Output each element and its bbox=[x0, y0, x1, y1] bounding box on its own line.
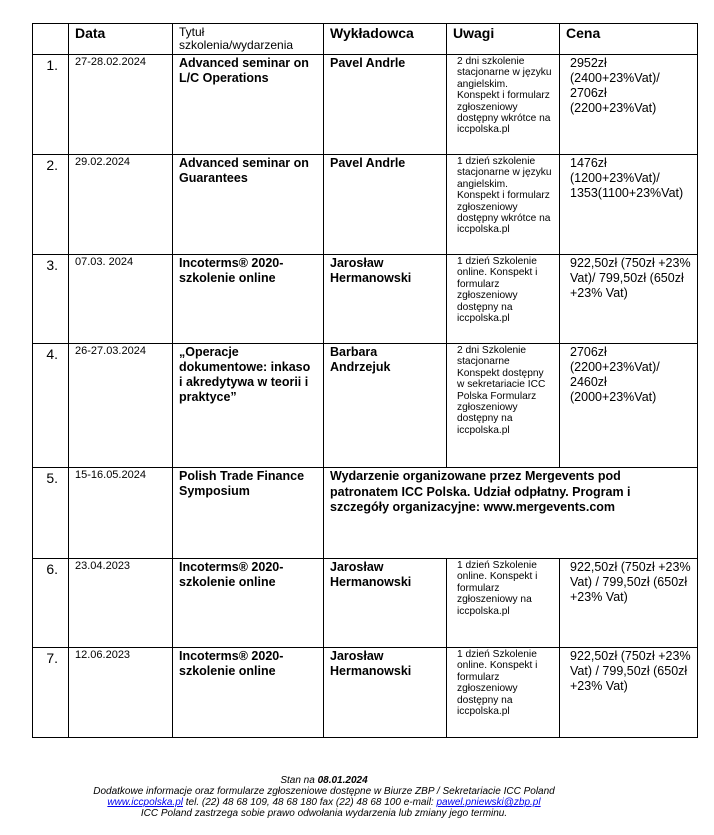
row-lecturer: Jarosław Hermanowski bbox=[324, 648, 447, 738]
footer bbox=[0, 775, 648, 819]
row-title: Incoterms® 2020- szkolenie online bbox=[173, 255, 324, 344]
row-price: 922,50zł (750zł +23% Vat)/ 799,50zł (650zł +23% Vat) bbox=[560, 255, 698, 344]
table-row bbox=[33, 155, 698, 255]
status-date: 08.01.2024 bbox=[317, 775, 368, 786]
row-number: 5. bbox=[33, 468, 69, 559]
contact-details: tel. (22) 48 68 109, 48 68 180 fax (22) 48 68 100 e-mail: bbox=[185, 797, 434, 808]
table-row bbox=[33, 255, 698, 344]
row-price: 1476zł (1200+23%Vat)/ 1353(1100+23%Vat) bbox=[560, 155, 698, 255]
status-label: Stan na bbox=[280, 775, 315, 786]
row-lecturer: Pavel Andrle bbox=[324, 155, 447, 255]
table-row bbox=[33, 344, 698, 468]
header-date: Data bbox=[69, 24, 173, 55]
row-title: Polish Trade Finance Symposium bbox=[173, 468, 324, 559]
row-lecturer: Barbara Andrzejuk bbox=[324, 344, 447, 468]
table-row bbox=[33, 559, 698, 648]
status-line bbox=[0, 775, 648, 786]
header-title: Tytuł szkolenia/wydarzenia bbox=[173, 24, 324, 55]
schedule-table bbox=[32, 23, 698, 738]
row-notes: 2 dni szkolenie stacjonarne w języku angielskim. Konspekt i formularz zgłoszeniowy dostępny wkrótce na iccpolska.pl bbox=[447, 55, 560, 155]
row-date: 23.04.2023 bbox=[69, 559, 173, 648]
info-line: Dodatkowe informacje oraz formularze zgłoszeniowe dostępne w Biurze ZBP / Sekretariacie ICC Poland bbox=[93, 786, 555, 797]
row-title: Incoterms® 2020- szkolenie online bbox=[173, 648, 324, 738]
row-price: 2952zł (2400+23%Vat)/ 2706zł (2200+23%Vat) bbox=[560, 55, 698, 155]
row-number: 4. bbox=[33, 344, 69, 468]
row-notes: 2 dni Szkolenie stacjonarne Konspekt dostępny w sekretariacie ICC Polska Formularz zgłoszeniowy dostępny na iccpolska.pl bbox=[447, 344, 560, 468]
header-price: Cena bbox=[560, 24, 698, 55]
row-date: 26-27.03.2024 bbox=[69, 344, 173, 468]
row-lecturer: Jarosław Hermanowski bbox=[324, 559, 447, 648]
row-lecturer: Pavel Andrle bbox=[324, 55, 447, 155]
row-notes: 1 dzień Szkolenie online. Konspekt i formularz zgłoszeniowy dostępny na iccpolska.pl bbox=[447, 648, 560, 738]
disclaimer-line: ICC Poland zastrzega sobie prawo odwołania wydarzenia lub zmiany jego terminu. bbox=[140, 808, 508, 819]
table-row bbox=[33, 648, 698, 738]
header-notes: Uwagi bbox=[447, 24, 560, 55]
row-event-description: Wydarzenie organizowane przez Mergevents pod patronatem ICC Polska. Udział odpłatny. Program i szczegóły organizacyjne: www.mergevents.com bbox=[324, 468, 698, 559]
row-price: 922,50zł (750zł +23% Vat) / 799,50zł (650zł +23% Vat) bbox=[560, 559, 698, 648]
website-link[interactable]: www.iccpolska.pl bbox=[107, 797, 183, 808]
row-date: 27-28.02.2024 bbox=[69, 55, 173, 155]
email-link[interactable]: pawel.pniewski@zbp.pl bbox=[436, 797, 541, 808]
row-number: 1. bbox=[33, 55, 69, 155]
row-notes: 1 dzień szkolenie stacjonarne w języku angielskim. Konspekt i formularz zgłoszeniowy dostępny wkrótce na iccpolska.pl bbox=[447, 155, 560, 255]
table-row bbox=[33, 468, 698, 559]
row-date: 12.06.2023 bbox=[69, 648, 173, 738]
row-number: 2. bbox=[33, 155, 69, 255]
row-date: 29.02.2024 bbox=[69, 155, 173, 255]
row-title: Incoterms® 2020- szkolenie online bbox=[173, 559, 324, 648]
contact-line bbox=[0, 797, 648, 808]
table-header-row bbox=[33, 24, 698, 55]
row-lecturer: Jarosław Hermanowski bbox=[324, 255, 447, 344]
row-notes: 1 dzień Szkolenie online. Konspekt i formularz zgłoszeniowy dostępny na iccpolska.pl bbox=[447, 255, 560, 344]
row-title: Advanced seminar on L/C Operations bbox=[173, 55, 324, 155]
row-price: 2706zł (2200+23%Vat)/ 2460zł (2000+23%Vat) bbox=[560, 344, 698, 468]
row-notes: 1 dzień Szkolenie online. Konspekt i formularz zgłoszeniowy na iccpolska.pl bbox=[447, 559, 560, 648]
row-number: 6. bbox=[33, 559, 69, 648]
header-number bbox=[33, 24, 69, 55]
row-number: 3. bbox=[33, 255, 69, 344]
row-title: „Operacje dokumentowe: inkaso i akredytywa w teorii i praktyce” bbox=[173, 344, 324, 468]
row-title: Advanced seminar on Guarantees bbox=[173, 155, 324, 255]
row-number: 7. bbox=[33, 648, 69, 738]
table-row bbox=[33, 55, 698, 155]
row-date: 07.03. 2024 bbox=[69, 255, 173, 344]
row-price: 922,50zł (750zł +23% Vat) / 799,50zł (650zł +23% Vat) bbox=[560, 648, 698, 738]
header-lecturer: Wykładowca bbox=[324, 24, 447, 55]
row-date: 15-16.05.2024 bbox=[69, 468, 173, 559]
